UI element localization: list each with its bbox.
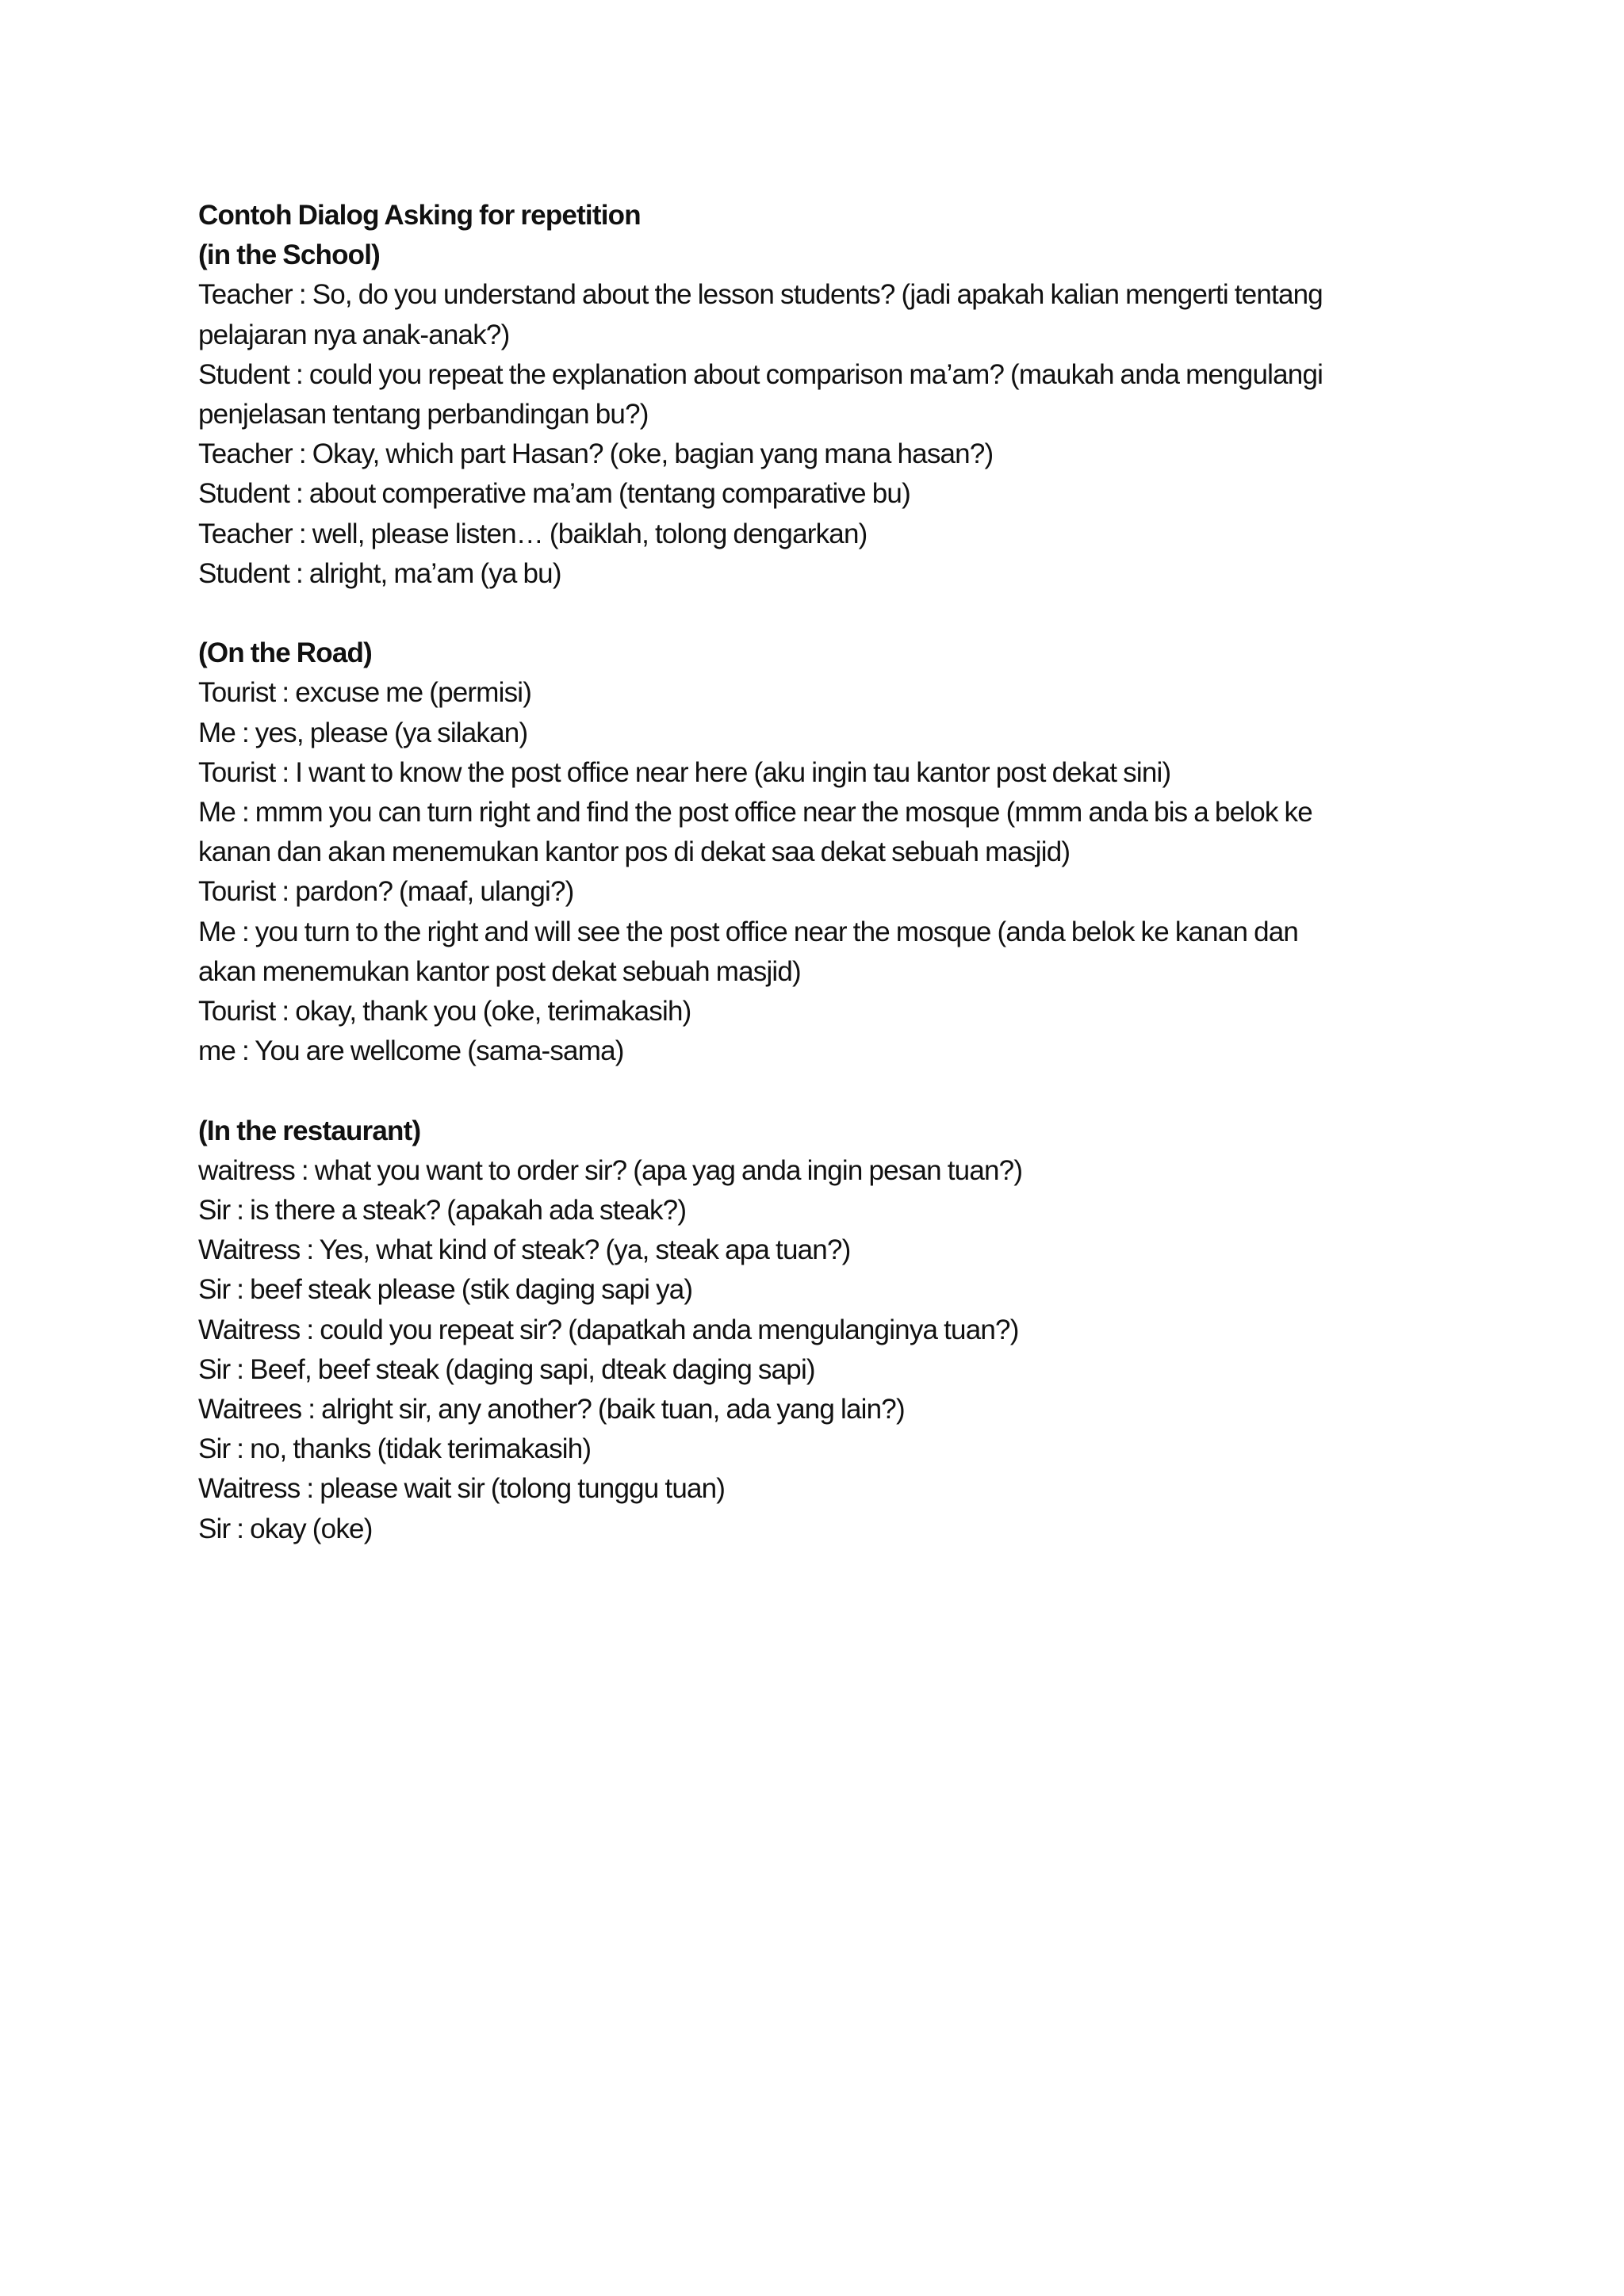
dialog-line: pelajaran nya anak-anak?) [198,319,510,350]
section-heading-restaurant: (In the restaurant) [198,1115,421,1146]
dialog-line: Sir : Beef, beef steak (daging sapi, dteak daging sapi) [198,1353,815,1385]
dialog-line: Teacher : well, please listen… (baiklah, tolong dengarkan) [198,518,868,549]
section-spacer [198,1071,1435,1111]
dialog-line: Waitrees : alright sir, any another? (baik tuan, ada yang lain?) [198,1394,905,1425]
dialog-line: Tourist : excuse me (permisi) [198,677,532,709]
dialog-line: Teacher : Okay, which part Hasan? (oke, bagian yang mana hasan?) [198,438,994,470]
dialog-line: waitress : what you want to order sir? (apa yag anda ingin pesan tuan?) [198,1154,1023,1186]
dialog-line: Waitress : could you repeat sir? (dapatkah anda mengulanginya tuan?) [198,1314,1019,1345]
dialog-line: Tourist : okay, thank you (oke, terimakasih) [198,996,691,1027]
document-body [198,196,1435,1549]
dialog-line: Waitress : Yes, what kind of steak? (ya, steak apa tuan?) [198,1234,851,1266]
dialog-line: Student : alright, ma’am (ya bu) [198,557,561,589]
section-heading-road: (On the Road) [198,637,372,669]
dialog-line: Sir : is there a steak? (apakah ada steak?) [198,1195,687,1226]
dialog-line: Student : could you repeat the explanation about comparison ma’am? (maukah anda mengulangi [198,358,1323,390]
section-heading-school: (in the School) [198,239,381,271]
dialog-line: Tourist : pardon? (maaf, ulangi?) [198,876,574,908]
dialog-line: Me : yes, please (ya silakan) [198,717,528,748]
dialog-line: Me : mmm you can turn right and find the post office near the mosque (mmm anda bis a belok ke [198,797,1312,828]
dialog-line: Teacher : So, do you understand about the lesson students? (jadi apakah kalian mengerti tentang [198,279,1323,311]
dialog-line: Sir : okay (oke) [198,1513,373,1544]
dialog-line: Tourist : I want to know the post office near here (aku ingin tau kantor post dekat sini) [198,756,1171,788]
dialog-line: Student : about comperative ma’am (tentang comparative bu) [198,478,910,510]
dialog-line: Sir : beef steak please (stik daging sapi ya) [198,1274,693,1306]
document-title: Contoh Dialog Asking for repetition [198,200,641,231]
dialog-line: me : You are wellcome (sama-sama) [198,1035,624,1067]
section-spacer [198,594,1435,633]
dialog-line: Waitress : please wait sir (tolong tunggu tuan) [198,1473,726,1505]
dialog-line: kanan dan akan menemukan kantor pos di dekat saa dekat sebuah masjid) [198,836,1071,868]
dialog-line: Me : you turn to the right and will see the post office near the mosque (anda belok ke kanan dan [198,916,1299,947]
dialog-line: akan menemukan kantor post dekat sebuah masjid) [198,955,801,987]
dialog-line: Sir : no, thanks (tidak terimakasih) [198,1433,592,1465]
dialog-line: penjelasan tentang perbandingan bu?) [198,399,649,430]
